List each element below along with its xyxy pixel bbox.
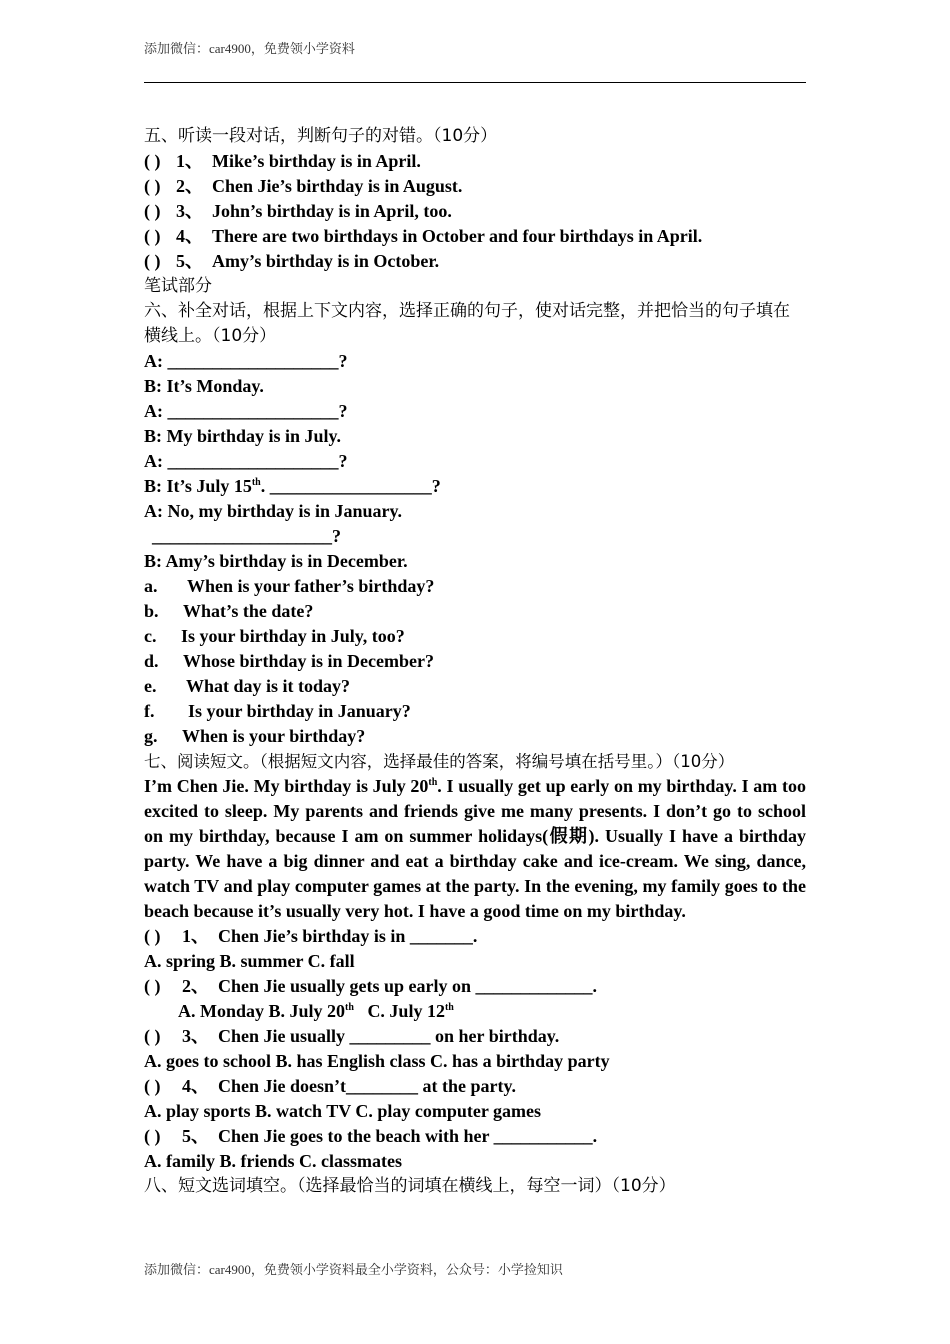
s7-question-3-options: A. goes to school B. has English class C. has a birthday party: [144, 1051, 610, 1071]
dialogue-line-9: B: Amy’s birthday is in December.: [144, 551, 408, 571]
s5-item-2: ( ) 2、 Chen Jie’s birthday is in August.: [144, 176, 463, 196]
worksheet-content: [144, 124, 806, 1199]
dialogue-line-2: B: It’s Monday.: [144, 376, 264, 396]
s7-question-1: ( ) 1、 Chen Jie’s birthday is in _______.: [144, 926, 478, 946]
dialogue-line-8: ____________________?: [152, 526, 341, 546]
option-b: b. What’s the date?: [144, 601, 314, 621]
section5-title: 五、听读一段对话，判断句子的对错。（10分）: [144, 126, 498, 146]
section6-title: 六、补全对话，根据上下文内容，选择正确的句子，使对话完整，并把恰当的句子填在横线上。（10分）: [144, 301, 790, 346]
s5-item-5: ( ) 5、 Amy’s birthday is in October.: [144, 251, 440, 271]
dialogue-line-4: B: My birthday is in July.: [144, 426, 342, 446]
reading-passage: I’m Chen Jie. My birthday is July 20th. I usually get up early on my birthday. I am too excited to sleep. My parents and friends give me many presents. I don’t go to school on my birthday, because I am on summer holidays(假期). Usually I have a birthday party. We have a big dinner and eat a birthday cake and ice-cream. We sing, dance, watch TV and play computer games at the party. In the evening, my family goes to the beach because it’s usually very hot. I have a good time on my birthday.: [144, 776, 806, 921]
page-footer: 添加微信：car4900，免费领小学资料最全小学资料，公众号：小学捡知识: [144, 1262, 563, 1277]
dialogue-line-7: A: No, my birthday is in January.: [144, 501, 403, 521]
option-d: d. Whose birthday is in December?: [144, 651, 434, 671]
written-part-heading: 笔试部分: [144, 276, 212, 296]
dialogue-line-5: A: ___________________?: [144, 451, 348, 471]
option-e: e. What day is it today?: [144, 676, 351, 696]
section8-title: 八、短文选词填空。（选择最恰当的词填在横线上，每空一词）（10分）: [144, 1176, 676, 1196]
s7-question-4-options: A. play sports B. watch TV C. play computer games: [144, 1101, 542, 1121]
dialogue-line-1: A: ___________________?: [144, 351, 348, 371]
s5-item-3: ( ) 3、 John’s birthday is in April, too.: [144, 201, 452, 221]
dialogue-line-6: B: It’s July 15th. __________________?: [144, 476, 441, 496]
s5-item-4: ( ) 4、 There are two birthdays in October and four birthdays in April.: [144, 226, 703, 246]
dialogue-line-3: A: ___________________?: [144, 401, 348, 421]
s7-question-2: ( ) 2、 Chen Jie usually gets up early on _____________.: [144, 976, 598, 996]
section7-title: 七、阅读短文。（根据短文内容，选择最佳的答案，将编号填在括号里。）（10分）: [144, 752, 735, 771]
option-g: g. When is your birthday?: [144, 726, 366, 746]
option-f: f. Is your birthday in January?: [144, 701, 411, 721]
s7-question-4: ( ) 4、 Chen Jie doesn’t________ at the party.: [144, 1076, 516, 1096]
s7-question-5-options: A. family B. friends C. classmates: [144, 1151, 402, 1171]
s5-item-1: ( ) 1、 Mike’s birthday is in April.: [144, 151, 421, 171]
option-c: c. Is your birthday in July, too?: [144, 626, 405, 646]
s7-question-1-options: A. spring B. summer C. fall: [144, 951, 355, 971]
s7-question-5: ( ) 5、 Chen Jie goes to the beach with her ___________.: [144, 1126, 598, 1146]
s7-question-3: ( ) 3、 Chen Jie usually _________ on her birthday.: [144, 1026, 560, 1046]
header-rule: [144, 82, 806, 83]
option-a: a. When is your father’s birthday?: [144, 576, 435, 596]
s7-question-2-options: A. Monday B. July 20th C. July 12th: [178, 1001, 454, 1021]
page-header: 添加微信：car4900，免费领小学资料: [144, 41, 355, 56]
